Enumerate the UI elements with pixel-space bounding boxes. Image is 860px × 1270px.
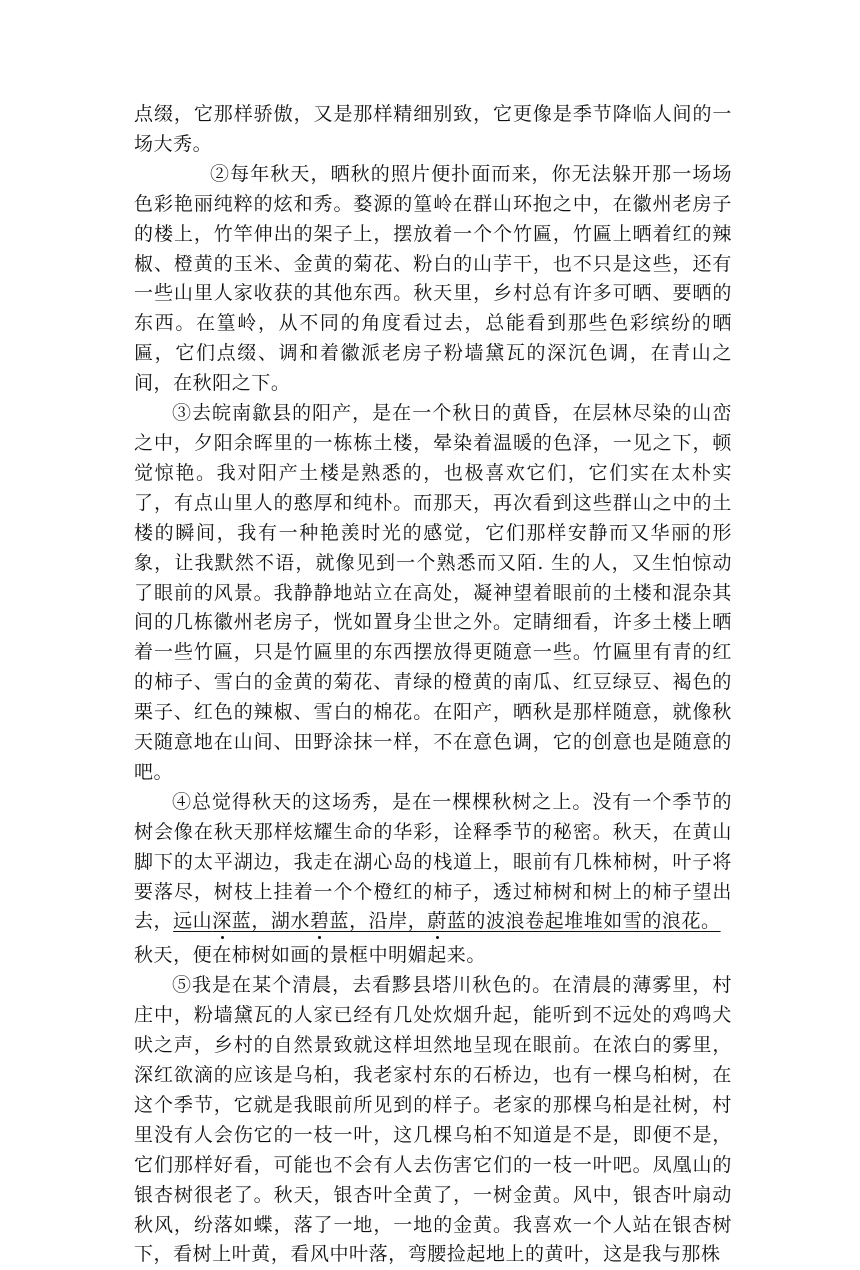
document-page xyxy=(134,100,732,1270)
underlined-part-2: 蓝，湖水 xyxy=(231,910,310,933)
paragraph-4-tail: 秋天，便在柿树如画的景框中明媚起来。 xyxy=(134,944,486,967)
emphasis-dot-char-1: 深 xyxy=(212,910,232,933)
paragraph-4-lead: ④总觉得秋天的这场秀，是在一棵棵秋树之上。没有一个季节的树会像在秋天那样炫耀生命的华彩，诠释季节的秘密。秋天，在黄山脚下的太平湖边，我走在湖心岛的栈道上，眼前有几株柿树，叶子将要落尽，树枝上挂着一个个橙红的柿子，透过柿树和树上的柿子望出去， xyxy=(134,790,732,933)
underlined-part-1: 远山 xyxy=(173,910,213,933)
underlined-part-4: 蓝的波浪卷起堆堆如雪的浪花。 xyxy=(446,910,721,933)
paragraph-1: 点缀，它那样骄傲，又是那样精细别致，它更像是季节降临人间的一场大秀。 xyxy=(134,103,732,155)
paragraph-2: ②每年秋天，晒秋的照片便扑面而来，你无法躲开那一场场色彩艳丽纯粹的炫和秀。婺源的篁岭在群山环抱之中，在徽州老房子的楼上，竹竿伸出的架子上，摆放着一个个竹匾，竹匾上晒着红的辣椒、橙黄的玉米、金黄的菊花、粉白的山芋干，也不只是这些，还有一些山里人家收获的其他东西。秋天里，乡村总有许多可晒、要晒的东西。在篁岭，从不同的角度看过去，总能看到那些色彩缤纷的晒匾，它们点缀、调和着徽派老房子粉墙黛瓦的深沉色调，在青山之间，在秋阳之下。 xyxy=(134,162,732,395)
underlined-part-3: 蓝，沿岸， xyxy=(329,910,428,933)
underlined-sentence xyxy=(173,910,720,932)
paragraph-3: ③去皖南歙县的阳产，是在一个秋日的黄昏，在层林尽染的山峦之中，夕阳余晖里的一栋栋土楼，晕染着温暖的色泽，一见之下，顿觉惊艳。我对阳产土楼是熟悉的，也极喜欢它们，它们实在太朴实了，有点山里人的憨厚和纯朴。而那天，再次看到这些群山之中的土楼的瞬间，我有一种艳羡时光的感觉，它们那样安静而又华丽的形象，让我默然不语，就像见到一个熟悉而又陌. 生的人，又生怕惊动了眼前的风景。我静静地站立在高处，凝神望着眼前的土楼和混杂其间的几栋徽州老房子，恍如置身尘世之外。定睛细看，许多土楼上晒着一些竹匾，只是竹匾里的东西摆放得更随意一些。竹匾里有青的红的柿子、雪白的金黄的菊花、青绿的橙黄的南瓜、红豆绿豆、褐色的栗子、红色的辣椒、雪白的棉花。在阳产，晒秋是那样随意，就像秋天随意地在山间、田野涂抹一样，不在意色调，它的创意也是随意的吧。 xyxy=(134,402,732,783)
paragraph-4 xyxy=(134,788,732,971)
paragraph-5: ⑤我是在某个清晨，去看黟县塔川秋色的。在清晨的薄雾里，村庄中，粉墙黛瓦的人家已经有几处炊烟升起，能听到不远处的鸡鸣犬吠之声，乡村的自然景致就这样坦然地呈现在眼前。在浓白的雾里，深红欲滴的应该是乌桕，我老家村东的石桥边，也有一棵乌桕树，在这个季节，它就是我眼前所见到的样子。老家的那棵乌桕是社树，村里没有人会伤它的一枝一叶，这几棵乌桕不知道是不是，即便不是，它们那样好看，可能也不会有人去伤害它们的一枝一叶吧。凤凰山的银杏树很老了。秋天，银杏叶全黄了，一树金黄。风中，银杏叶扇动秋风，纷落如蝶，落了一地，一地的金黄。我喜欢一个人站在银杏树下，看树上叶黄，看风中叶落，弯腰捡起地上的黄叶，这是我与那株 xyxy=(134,974,732,1266)
emphasis-dot-char-3: 蔚 xyxy=(427,910,447,933)
emphasis-dot-char-2: 碧 xyxy=(309,910,330,933)
